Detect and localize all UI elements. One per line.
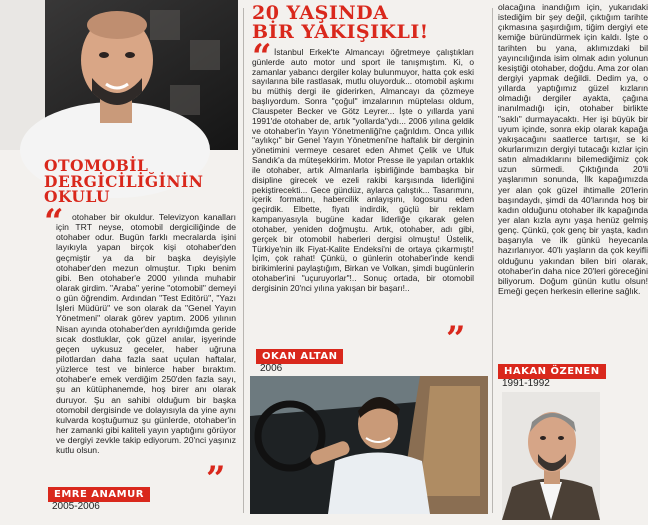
middle-article-body: İstanbul Erkek'te Almancayı öğretmeye çalıştıkları günlerde auto motor und sport ile tanışmıştım. Ki, o zamanlar yabancı dergiler kolay bulunmuyor, hatta çok eski sayılarına bile rastlasak, mutlu oluyorduk... otomobil aşkımı bu müthiş dergi ile giderirken, Almancayı da çözmeye başlıyordum. Sonra "çoğul" imzalarının müptelası oldum, Clauspeter Becker ve Götz Leyrer... İşte o yıllarda yani 1991'de otohaber de, artık "yollarda"ydı... 2006 yılına geldik ve otohaber'in Yayın Yönetmenliği'ne çağrıldım. Onca yıllık "aylıkçı" bir Genel Yayın Yönetmeni'ne haftalık bir derginin yönetimini vermeye cesaret eden Ahmet Çelik ve Ufuk Sandık'a da müteşekkirim. Motor Presse ile yapılan ortaklık ile otohaber, artık Almanlarla işbirliğinde bambaşka bir disipline girecek ve ezeli rakibi karşısında liderliğini pekiştirecekti... Gece gündüz, aylarca çalıştık... Tasarımını, içerik formatını, habercilik anlayışını, logosunu eden geçirdik. Elbette, fiyatı indirdik, güçlü bir reklam kampanyasıyla bugüne kadar liderliğe çıkarak gelen otohaber, yeniden doğmuştu. Artık, otohaber, adı gibi, gerçek bir otomobil haberleri dergisi olmuştu! Üstelik, Türkiye'nin ilk Fiyat-Kalite Endeksi'ni de ortaya çıkarmıştı! İçim, çok rahat! Çünkü, o günlerin otohaber'inde kendi birikimlerini paylaştığım, Birkan ve Volkan, şimdi bugünlerin otohaber'ini "uçuruyorlar"!.. Sonuç ortada, bir otomobil dergisinin 20'nci yılına yakışan bir başarı!.. (252, 47, 474, 293)
middle-close-quote-icon: ” (446, 319, 466, 359)
middle-author-name: OKAN ALTAN (256, 349, 343, 364)
portrait-photo-hakan-ozenen (502, 392, 600, 520)
left-author-years: 2005-2006 (52, 501, 100, 512)
left-headline-line-1: OTOMOBİL (44, 156, 149, 175)
left-headline-line-2: DERGİCİLİĞİNİN (44, 171, 204, 191)
left-headline-line-3: OKULU (44, 187, 111, 206)
middle-headline (252, 4, 492, 42)
car-interior-illustration (250, 376, 488, 514)
middle-headline-line-2: BİR YAKIŞIKLI! (252, 21, 429, 43)
right-column-clip (496, 0, 648, 520)
portrait-illustration-2 (502, 392, 600, 520)
middle-headline-line-1: 20 YAŞINDA (252, 2, 389, 24)
right-article-body: olacağına inandığım için, yukarıdaki istediğim bir şey değil, çıktığım tarihte çıkmasına şaşırdığım, tiğim dergiyi ete kemiğe büründürmek için kaldı. İşte o tarihten bu yana, aklımızdaki bil yayıncılığında isim olmak adın yolunun kesiştiği otohaber, doğdu. Ama zor olan dergiyi yapmak değildi. Dedim ya, o yıllarda yaptığımız güzel kızların olmadığı dergiler ayakta, çağına inanılmadığı için, otohaber birlikte "saklı" durmayacaktı. Her işi büyük bir uyum içinde, sonra ekip olarak kapağa yakışacağını saatlerce tartışır, se ki okurlarımızın dergiyi tutacağı kızlar için satın almadıklarını bilemediğimiz çok uzun sürmedi. Çıktığında 20'li yaşlarımın sonunda, İlk kapağımızda yer alan çok güzel ihtimalle 20'lerin başındaydı, şimdi da 40'larında hoş bir kadın olduğunu otohaber ilk kapağında yer alan kızla aynı yaşa henüz gelmiş genç. Çünkü, çok genç bir yaşta, kadın başarıyla ve ilk günkü heyecanla hazırlanıyor. 40'lı yaşların da çok keyifli olduğunu yakından bilen biri olarak, otohaber'in daha nice 20'leri göreceğini biliyorum. Doğum günün kutlu olsun! Emeği geçen herkesin ellerine sağlık. (498, 2, 648, 296)
left-headline (44, 158, 240, 205)
left-open-quote-icon: “ (44, 202, 64, 242)
left-close-quote-icon: ” (206, 459, 226, 499)
right-author-years: 1991-1992 (502, 378, 550, 389)
left-article-body: otohaber bir okuldur. Televizyon kanalları için TRT neyse, otomobil dergiciliğinde de otohaber odur. Bugün farklı mecralarda işini layıkıyla yapan birçok kişi otohaber'den geçmiştir ya da bir başka deyişiyle otohaber'den mezun olmuştur. Tıpkı benim gibi. Ben otohaber'e 2000 yılında muhabir olarak girdim. "Araba" yerine "otomobil" demeyi o gün öğrendim. Ardından "Test Editörü", "Yazı İşleri Müdürü" ve son olarak da "Genel Yayın Yönetmeni" olarak görev yaptım. 2006 yılının Nisan ayında otohaber'den ayrıldığımda geride sıcak dostluklar, çok güzel anılar, işyerinde geçen uykusuz geceler, haber uğruna pilotlardan daha fazla saat uçulan haftalar, yüzlerce test ve binlerce haber bıraktım. otohaber'e emek verdiğim 250'den fazla sayı, şu an kütüphanemde, hoş birer anı olarak duruyor. Şu an sahibi olduğum bir başka otomobil dergisinde ve dolayısıyla da yine aynı kulvarda koştuğumuz şu günlerde, otohaber'in her zamanki gibi kaliteli yayın yaptığını görüyor ve dergiyi zevkle takip ediyorum. 20'nci yaşınız kutlu olsun. (56, 212, 236, 456)
left-author-name: EMRE ANAMUR (48, 487, 150, 502)
car-driver-photo-okan-altan (250, 376, 488, 514)
column-divider-2 (492, 8, 493, 513)
portrait-illustration (0, 0, 238, 150)
middle-open-quote-icon: “ (252, 37, 272, 77)
right-author-name: HAKAN ÖZENEN (498, 364, 606, 379)
portrait-photo-emre-anamur (0, 0, 238, 150)
middle-author-years: 2006 (260, 363, 283, 374)
column-divider-1 (243, 8, 244, 513)
